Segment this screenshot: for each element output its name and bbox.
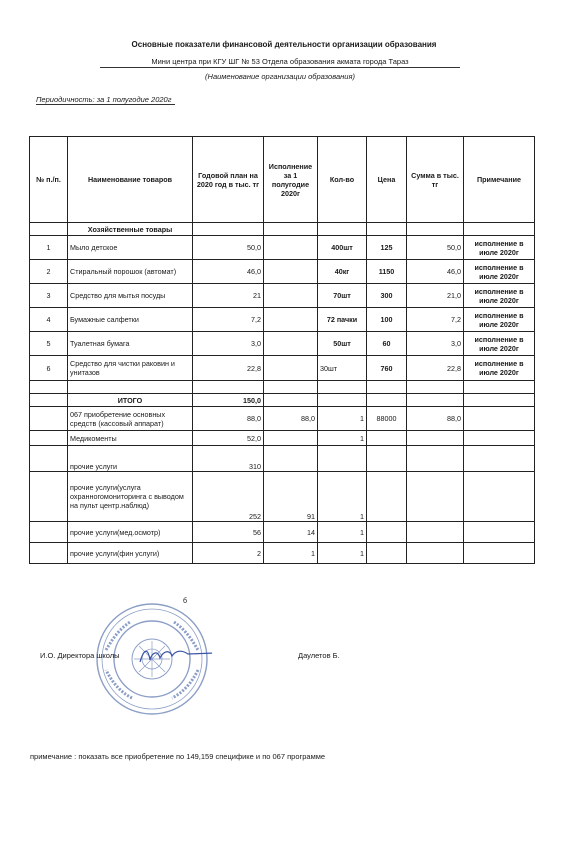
row-qty: 50шт — [318, 332, 367, 356]
row-plan: 21 — [193, 284, 264, 308]
row-price: 300 — [367, 284, 407, 308]
total-label: ИТОГО — [68, 394, 193, 407]
col-header-name: Наименование товаров — [68, 137, 193, 223]
director-name: Даулетов Б. — [298, 651, 340, 660]
table-row — [30, 431, 535, 446]
row-name: прочие услуги(услуга охранногомониторинга с выводом на пульт центр.наблюд) — [68, 472, 193, 522]
row-plan: 310 — [193, 446, 264, 472]
row-exec — [264, 308, 318, 332]
table-header-row — [30, 137, 535, 223]
row-plan: 46,0 — [193, 260, 264, 284]
organization-name: Мини центра при КГУ ШГ № 53 Отдела образования акмата города Тараз — [100, 57, 460, 68]
row-sum: 46,0 — [407, 260, 464, 284]
row-name: 067 приобретение основных средств (кассовый аппарат) — [68, 407, 193, 431]
row-exec — [264, 356, 318, 381]
row-price: 100 — [367, 308, 407, 332]
section-row — [30, 223, 535, 236]
row-price: 60 — [367, 332, 407, 356]
col-header-sum: Сумма в тыс. тг — [407, 137, 464, 223]
row-plan: 52,0 — [193, 431, 264, 446]
row-name: Стиральный порошок (автомат) — [68, 260, 193, 284]
row-qty: 1 — [318, 407, 367, 431]
row-sum: 50,0 — [407, 236, 464, 260]
row-num: 2 — [30, 260, 68, 284]
row-plan: 252 — [193, 472, 264, 522]
row-name: Средство для мытья посуды — [68, 284, 193, 308]
row-plan: 7,2 — [193, 308, 264, 332]
table-row — [30, 407, 535, 431]
row-price: 760 — [367, 356, 407, 381]
row-name: Бумажные салфетки — [68, 308, 193, 332]
row-name: Мыло детское — [68, 236, 193, 260]
row-exec: 91 — [264, 472, 318, 522]
row-name: Туалетная бумага — [68, 332, 193, 356]
table-row — [30, 356, 535, 381]
row-note: исполнение в июле 2020г — [464, 236, 535, 260]
col-header-num: № п./п. — [30, 137, 68, 223]
row-exec — [264, 284, 318, 308]
row-qty: 30шт — [318, 356, 367, 381]
row-price: 1150 — [367, 260, 407, 284]
row-num: 5 — [30, 332, 68, 356]
row-note: исполнение в июле 2020г — [464, 308, 535, 332]
row-note: исполнение в июле 2020г — [464, 332, 535, 356]
row-exec — [264, 236, 318, 260]
row-plan: 3,0 — [193, 332, 264, 356]
col-header-qty: Кол-во — [318, 137, 367, 223]
row-num: 6 — [30, 356, 68, 381]
row-sum: 21,0 — [407, 284, 464, 308]
row-name: прочие услуги(мед.осмотр) — [68, 522, 193, 543]
row-qty: 40кг — [318, 260, 367, 284]
table-row — [30, 543, 535, 564]
row-sum: 7,2 — [407, 308, 464, 332]
row-exec: 88,0 — [264, 407, 318, 431]
row-name: Средство для чистки раковин и унитазов — [68, 356, 193, 381]
row-name: прочие услуги(фин услуги) — [68, 543, 193, 564]
total-value: 150,0 — [193, 394, 264, 407]
row-sum: 3,0 — [407, 332, 464, 356]
row-name: прочие услуги — [68, 446, 193, 472]
section-title: Хозяйственные товары — [68, 223, 193, 236]
table-row — [30, 308, 535, 332]
table-row — [30, 522, 535, 543]
row-exec — [264, 332, 318, 356]
table-row — [30, 260, 535, 284]
row-note: исполнение в июле 2020г — [464, 260, 535, 284]
document-title: Основные показатели финансовой деятельности организации образования — [131, 40, 437, 49]
row-exec — [264, 431, 318, 446]
director-title: И.О. Директора школы — [40, 651, 120, 660]
row-exec: 1 — [264, 543, 318, 564]
table-row — [30, 236, 535, 260]
col-header-price: Цена — [367, 137, 407, 223]
row-price: 88000 — [367, 407, 407, 431]
financial-table — [29, 136, 535, 564]
row-plan: 56 — [193, 522, 264, 543]
periodicity: Периодичность: за 1 полугодие 2020г — [36, 95, 175, 105]
footer-note: примечание : показать все приобретение по 149,159 специфике и по 067 программе — [30, 752, 326, 761]
row-exec: 14 — [264, 522, 318, 543]
organization-caption: (Наименование организации образования) — [205, 72, 355, 81]
row-note: исполнение в июле 2020г — [464, 284, 535, 308]
row-qty: 72 пачки — [318, 308, 367, 332]
row-qty: 1 — [318, 472, 367, 522]
row-plan: 88,0 — [193, 407, 264, 431]
row-note: исполнение в июле 2020г — [464, 356, 535, 381]
spacer-row — [30, 381, 535, 394]
row-sum: 22,8 — [407, 356, 464, 381]
row-qty: 70шт — [318, 284, 367, 308]
row-num: 4 — [30, 308, 68, 332]
table-row — [30, 472, 535, 522]
row-plan: 2 — [193, 543, 264, 564]
row-qty: 1 — [318, 522, 367, 543]
col-header-exec: Исполнение за 1 полугодие 2020г — [264, 137, 318, 223]
row-name: Медикоменты — [68, 431, 193, 446]
col-header-plan: Годовой план на 2020 год в тыс. тг — [193, 137, 264, 223]
table-row — [30, 284, 535, 308]
col-header-note: Примечание — [464, 137, 535, 223]
row-price: 125 — [367, 236, 407, 260]
signature-mark: б — [183, 598, 188, 605]
row-num: 3 — [30, 284, 68, 308]
row-plan: 50,0 — [193, 236, 264, 260]
table-row — [30, 332, 535, 356]
row-sum: 88,0 — [407, 407, 464, 431]
total-row — [30, 394, 535, 407]
row-exec — [264, 260, 318, 284]
row-num: 1 — [30, 236, 68, 260]
table-row — [30, 446, 535, 472]
row-qty: 400шт — [318, 236, 367, 260]
row-qty: 1 — [318, 431, 367, 446]
row-qty: 1 — [318, 543, 367, 564]
row-plan: 22,8 — [193, 356, 264, 381]
